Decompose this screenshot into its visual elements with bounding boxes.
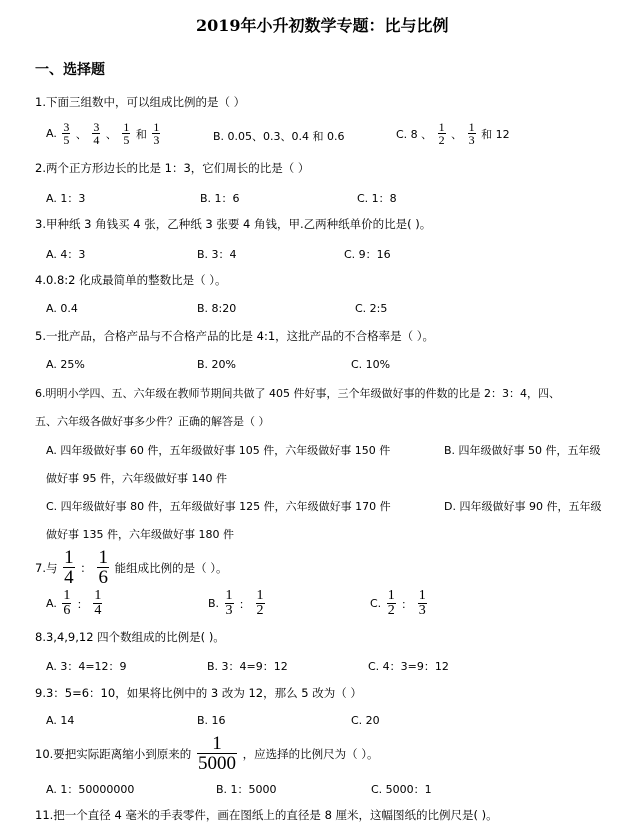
fraction: $\frac{3}{4}$: [93, 120, 100, 147]
fraction: $\frac{1}{6}$: [98, 547, 108, 588]
q9-option-a[interactable]: A. 14: [46, 714, 75, 727]
fraction: $\frac{1}{4}$: [94, 588, 102, 618]
q9-option-c[interactable]: C. 20: [351, 714, 380, 727]
q8-option-a[interactable]: A. 3：4=12：9: [46, 660, 127, 673]
q8-option-c[interactable]: C. 4：3=9：12: [368, 660, 449, 673]
question-8: 8.3,4,9,12 四个数组成的比例是( )。: [35, 630, 225, 644]
q9-option-b[interactable]: B. 16: [197, 714, 226, 727]
question-10: 10.要把实际距离缩小到原来的 $\frac{1}{5000}$ ，应选择的比例尺为（ ）。: [35, 733, 379, 774]
question-6-line-1: 6.明明小学四、五、六年级在教师节期间共做了 405 件好事，三个年级做好事的件数的比是 2：3：4，四、: [35, 387, 560, 400]
q6-option-b[interactable]: B. 四年级做好事 50 件，五年级: [444, 444, 601, 457]
fraction: $\frac{1}{3}$: [153, 120, 160, 147]
q2-option-b[interactable]: B. 1：6: [200, 192, 240, 205]
q1-option-c[interactable]: C. 8 、 $\frac{1}{2}$ 、 $\frac{1}{3}$ 和 12: [396, 120, 510, 147]
question-6-line-2: 五、六年级各做好事多少件？正确的解答是（ ）: [35, 415, 270, 428]
page-title: 2019年小升初数学专题：比与比例: [196, 16, 449, 35]
q4-option-b[interactable]: B. 8:20: [197, 302, 237, 315]
question-2: 2.两个正方形边长的比是 1：3，它们周长的比是（ ）: [35, 161, 310, 175]
q4-option-a[interactable]: A. 0.4: [46, 302, 78, 315]
q6-option-a[interactable]: A. 四年级做好事 60 件，五年级做好事 105 件，六年级做好事 150 件: [46, 444, 391, 457]
question-3: 3.甲种纸 3 角钱买 4 张，乙种纸 3 张要 4 角钱，甲.乙两种纸单价的比是( )。: [35, 217, 432, 231]
fraction: $\frac{1}{3}$: [225, 588, 233, 618]
q2-option-c[interactable]: C. 1：8: [357, 192, 397, 205]
question-9: 9.3：5=6：10，如果将比例中的 3 改为 12，那么 5 改为（ ）: [35, 686, 362, 700]
q6-option-c[interactable]: C. 四年级做好事 80 件，五年级做好事 125 件，六年级做好事 170 件: [46, 500, 391, 513]
q10-option-c[interactable]: C. 5000：1: [371, 783, 432, 796]
section-heading: 一、选择题: [35, 62, 105, 78]
fraction: $\frac{1}{2}$: [387, 588, 395, 618]
q2-option-a[interactable]: A. 1：3: [46, 192, 86, 205]
q10-option-b[interactable]: B. 1：5000: [216, 783, 277, 796]
q6-option-d[interactable]: D. 四年级做好事 90 件，五年级: [444, 500, 602, 513]
q3-option-c[interactable]: C. 9：16: [344, 248, 391, 261]
option-label: A.: [46, 127, 57, 140]
fraction: $\frac{1}{2}$: [256, 588, 264, 618]
question-7: 7.与 $\frac{1}{4}$ ： $\frac{1}{6}$ 能组成比例的是（ ）。: [35, 547, 228, 588]
fraction: $\frac{3}{5}$: [63, 120, 70, 147]
fraction: $\frac{1}{5000}$: [197, 733, 236, 774]
q6-option-c-cont: 做好事 135 件，六年级做好事 180 件: [46, 528, 234, 541]
q5-option-a[interactable]: A. 25%: [46, 358, 85, 371]
fraction: $\frac{1}{3}$: [468, 120, 475, 147]
q3-option-a[interactable]: A. 4：3: [46, 248, 86, 261]
question-1: 1.下面三组数中，可以组成比例的是（ ）: [35, 95, 246, 109]
q3-option-b[interactable]: B. 3：4: [197, 248, 237, 261]
fraction: $\frac{1}{3}$: [418, 588, 426, 618]
question-5: 5.一批产品，合格产品与不合格产品的比是 4:1，这批产品的不合格率是（ ）。: [35, 329, 435, 343]
q7-option-b[interactable]: B. $\frac{1}{3}$ ： $\frac{1}{2}$: [208, 588, 264, 618]
fraction: $\frac{1}{6}$: [63, 588, 71, 618]
q7-option-c[interactable]: C. $\frac{1}{2}$ ： $\frac{1}{3}$: [370, 588, 426, 618]
q5-option-c[interactable]: C. 10%: [351, 358, 391, 371]
q7-option-a[interactable]: A. $\frac{1}{6}$ ： $\frac{1}{4}$: [46, 588, 102, 618]
q8-option-b[interactable]: B. 3：4=9：12: [207, 660, 288, 673]
q10-option-a[interactable]: A. 1：50000000: [46, 783, 135, 796]
fraction: $\frac{1}{4}$: [64, 547, 74, 588]
q1-option-b[interactable]: B. 0.05、0.3、0.4 和 0.6: [213, 130, 345, 143]
q5-option-b[interactable]: B. 20%: [197, 358, 236, 371]
fraction: $\frac{1}{2}$: [438, 120, 445, 147]
question-11: 11.把一个直径 4 毫米的手表零件，画在图纸上的直径是 8 厘米，这幅图纸的比例尺是( )。: [35, 808, 498, 822]
q4-option-c[interactable]: C. 2:5: [355, 302, 388, 315]
q6-option-a-cont: 做好事 95 件，六年级做好事 140 件: [46, 472, 227, 485]
fraction: $\frac{1}{5}$: [123, 120, 130, 147]
q1-option-a[interactable]: A. $\frac{3}{5}$ 、 $\frac{3}{4}$ 、 $\frac{1}{5}$ 和 $\frac{1}{3}$: [46, 120, 160, 147]
question-4: 4.0.8:2 化成最简单的整数比是（ ）。: [35, 273, 227, 287]
